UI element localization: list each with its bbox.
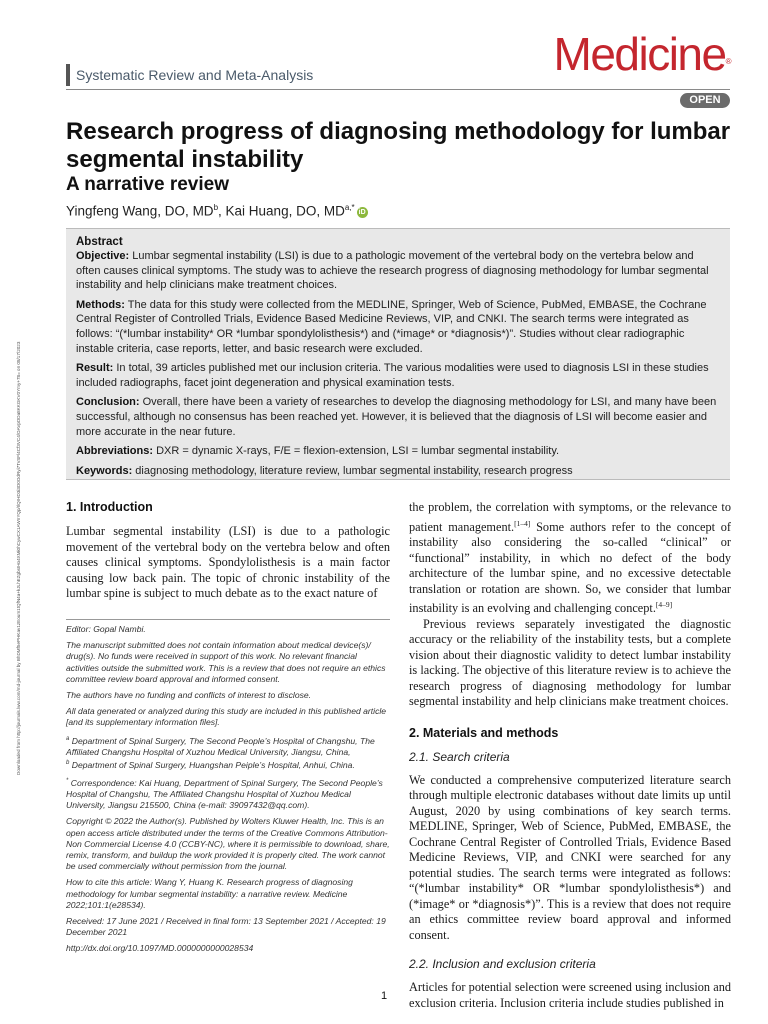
author-name[interactable]: Kai Huang, DO, MD — [225, 203, 345, 219]
correspondence-text: Correspondence: Kai Huang, Department of Spinal Surgery, The Second People’s Hospital of Changshu, The Affiliated Changshu Hospital of Xuzhou Medical University, Jiangsu 215500, China (e-mail: 39097432@qq.com). — [66, 777, 383, 811]
download-watermark: Downloaded from http://journals.lww.com/md-journal by BhDMf5ePHKav1zEoum1tQfN4a+kJLhEZgbsIHo4XMi0hCywCX1AWnYQp/IlQrHD3i3D0OdRyi7TvSFl4Cf3VC4/OAVpDDa8KKGKV0Ymy+78= on 08/17/2023 — [16, 341, 21, 775]
article-title: Research progress of diagnosing methodology for lumbar segmental instability — [66, 118, 731, 173]
abstract-text: DXR = dynamic X-rays, F/E = flexion-extension, LSI = lumbar segmental instability. — [153, 445, 560, 458]
abstract-text: Overall, there have been a variety of researches to develop the diagnosing methodology for LSI, and many have been successful, although no consensus has been reached yet. However, it is believed that the diagnosis of LSI will become easier and more accurate in the near future. — [76, 396, 717, 438]
copyright-note: Copyright © 2022 the Author(s). Published by Wolters Kluwer Health, Inc. This is an open access article distributed under the terms of the Creative Commons Attribution-Non Commercial License 4.0 (CCBY-NC), where it is permissible to download, share, remix, transform, and buildup the work provided it is properly cited. The work cannot be used commercially without permission from the journal. — [66, 816, 390, 872]
abstract-label: Keywords: — [76, 464, 133, 477]
data-note: All data generated or analyzed during this study are included in this published article [and its supplementary information files]. — [66, 706, 387, 728]
registered-mark: ® — [725, 57, 730, 66]
abstract-abbreviations — [76, 444, 720, 459]
introduction-heading: 1. Introduction — [66, 500, 153, 514]
affiliation-sup: b — [213, 203, 219, 212]
front-matter-notes — [66, 619, 390, 960]
abstract-box — [66, 228, 730, 480]
abstract-heading: Abstract — [76, 236, 123, 248]
abstract-text: The data for this study were collected from the MEDLINE, Springer, Web of Science, PubMed, EMBASE, the Cochrane Central Register of Controlled Trials, Evidence Based Medicine Reviews, VIP, and CNKI. The search terms were integrated as follows: “(*lumbar instability* OR *lumbar spondylolisthesis*) and (*image* or *diagnosis*)”. Studies without clear radiographic instable criteria, case reports, letter, and basic research were excluded. — [76, 298, 707, 355]
abstract-objective — [76, 249, 720, 293]
author-name[interactable]: Yingfeng Wang, DO, MD — [66, 203, 214, 219]
abstract-keywords — [76, 464, 720, 479]
methods-heading: 2. Materials and methods — [409, 725, 559, 740]
reference-link[interactable]: [4–9] — [655, 600, 673, 610]
section-tag: Systematic Review and Meta-Analysis — [66, 64, 313, 86]
inclusion-criteria-heading: 2.2. Inclusion and exclusion criteria — [409, 957, 596, 972]
left-column — [66, 500, 390, 602]
search-criteria-heading: 2.1. Search criteria — [409, 749, 510, 764]
affiliation-sup: b — [66, 759, 70, 766]
abstract-label: Conclusion: — [76, 396, 140, 409]
funding-note: The authors have no funding and conflicts of interest to disclose. — [66, 690, 312, 701]
abstract-label: Abbreviations: — [76, 445, 154, 458]
abstract-conclusion — [76, 395, 720, 439]
orcid-icon[interactable]: iD — [358, 208, 366, 216]
author-separator: , — [218, 203, 226, 219]
affiliation-a: Department of Spinal Surgery, The Second People’s Hospital of Changshu, The Affiliated Changshu Hospital of Xuzhou Medical University, Jiangsu, China, — [66, 735, 375, 757]
open-access-badge: OPEN — [680, 93, 730, 108]
reference-link[interactable]: [1–4] — [514, 518, 531, 528]
introduction-paragraph-2: Previous reviews separately investigated the diagnostic accuracy or the reliability of the instability tests, but a complete vision about their diagnostic validity to detect lumbar instability is lacking. The objective of this literature review is to achieve the research progress of diagnosing methodology for lumbar segmental instability and help clinicians make treatment choices. — [409, 616, 731, 709]
search-criteria-paragraph: We conducted a comprehensive computerized literature search through multiple electronic databases without date limits up until August, 2020 by using combinations of key search terms. MEDLINE, Springer, Web of Science, PubMed, EMBASE, the Cochrane Central Register of Controlled Trials, Evidence Based Medicine Reviews, VIP, and CNKI were searched for any potential studies. The search terms were integrated as follows: “(*lumbar instability* OR *lumbar spondylolisthesis*) and (*image* or *diagnosis*)”. This is a review that does not require an ethics committee review board approval and informed consent. — [409, 772, 731, 942]
disclosure-note: The manuscript submitted does not contain information about medical device(s)/ drug(s). No funds were received in support of this work. No relevant financial activities outside the submitted work. This is a review that does not require an ethics committee review board approval and informed consent. — [66, 640, 386, 684]
header-rule — [66, 89, 730, 90]
abstract-text: diagnosing methodology, literature review, lumbar segmental instability, research progress — [132, 464, 573, 477]
affiliation-b: Department of Spinal Surgery, Huangshan Peiple’s Hospital, Anhui, China. — [69, 759, 355, 770]
journal-logo-text: Medicine — [553, 28, 726, 80]
abstract-methods — [76, 298, 720, 356]
abstract-result — [76, 361, 720, 390]
affiliation-sup: a — [66, 735, 70, 742]
journal-logo — [530, 28, 730, 80]
abstract-label: Methods: — [76, 298, 125, 311]
introduction-paragraph: Lumbar segmental instability (LSI) is due to a pathologic movement of the vertebral body on the vertebra below and often causes clinical symptoms. Spondylolisthesis is a main factor causing low back pain. The topic of chronic instability of the lumbar spine is subject to much debate as to the exact nature of — [66, 524, 390, 600]
author-line — [66, 203, 368, 219]
dates-note: Received: 17 June 2021 / Received in final form: 13 September 2021 / Accepted: 19 December 2021 — [66, 916, 386, 938]
citation-note: How to cite this article: Wang Y, Huang K. Research progress of diagnosing methodology for lumbar segmental instability: a narrative review. Medicine 2022;101:1(e28534). — [66, 877, 353, 910]
abstract-text: In total, 39 articles published met our inclusion criteria. The various modalities were used to diagnosis LSI in these studies included radiographs, facet joint degeneration and physical examination tests. — [76, 362, 709, 389]
doi-link[interactable]: http://dx.doi.org/10.1097/MD.0000000000028534 — [66, 943, 254, 954]
abstract-text: Lumbar segmental instability (LSI) is due to a pathologic movement of the vertebral body on the vertebra below and often causes clinical symptoms. The study was to achieve the research progress of diagnosing methodology for lumbar segmental instability and help clinicians make treatment choices. — [76, 250, 709, 292]
body-text: the problem, the correlation with symptoms, or the relevance to patient management. — [409, 500, 731, 534]
editor-note: Editor: Gopal Nambi. — [66, 624, 146, 634]
right-column — [409, 500, 731, 1011]
page-number: 1 — [380, 990, 388, 1002]
article-subtitle: A narrative review — [66, 174, 229, 195]
inclusion-criteria-paragraph: Articles for potential selection were screened using inclusion and exclusion criteria. Inclusion criteria include studies published in — [409, 980, 731, 1010]
introduction-continued — [409, 500, 731, 617]
correspondence-sup: * — [66, 777, 69, 784]
affiliation-sup: a,* — [344, 203, 355, 212]
abstract-label: Result: — [76, 362, 114, 375]
abstract-label: Objective: — [76, 250, 130, 262]
body-text: Some authors refer to the concept of instability also considering the so-called “clinical” or “functional” instability, in which no defect of the body architecture of the lumbar spine, and no excessive detectable translation or rotation are shown. So, we consider that lumbar instability is an evolving and challenging concept. — [409, 519, 732, 616]
correspondence — [66, 776, 390, 811]
affiliations — [66, 734, 390, 771]
